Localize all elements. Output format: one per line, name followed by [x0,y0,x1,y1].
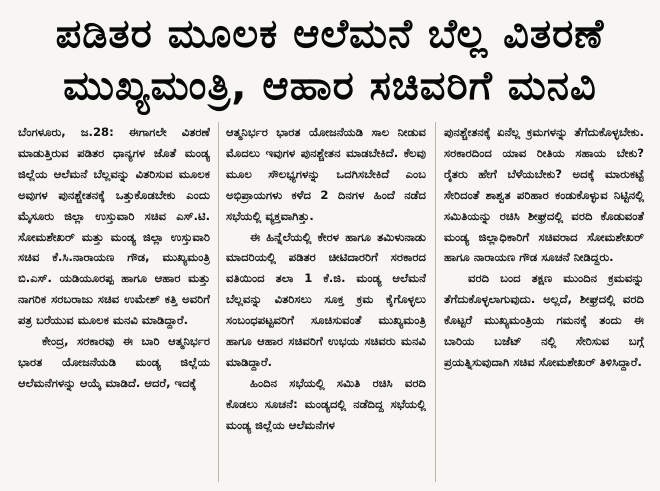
headline [0,0,660,114]
column-divider [435,122,436,482]
article-column-1 [18,122,210,486]
paragraph: ಬೆಂಗಳೂರು, ಜ.28: ಈಗಾಗಲೇ ವಿತರಣೆ ಮಾಡುತ್ತಿರುವ ಪಡಿತರ ಧಾನ್ಯಗಳ ಜೊತೆ ಮಂಡ್ಯ ಜಿಲ್ಲೆಯ ಆಲೆಮನೆ ಬೆಲ್ಲವನ್ನು ವಿತರಿಸುವ ಮೂಲಕ ಅವುಗಳ ಪುನಶ್ಚೇತನಕ್ಕೆ ಒತ್ತುಕೊಡಬೇಕು ಎಂದು ಮೈಸೂರು ಜಿಲ್ಲಾ ಉಸ್ತುವಾರಿ ಸಚಿವ ಎಸ್.ಟಿ. ಸೋಮಶೇಖರ್ ಮತ್ತು ಮಂಡ್ಯ ಜಿಲ್ಲಾ ಉಸ್ತುವಾರಿ ಸಚಿವ ಕೆ.ಸಿ.ನಾರಾಯಣ ಗೌಡ, ಮುಖ್ಯಮಂತ್ರಿ ಬಿ.ಎಸ್. ಯಡಿಯೂರಪ್ಪ ಹಾಗೂ ಆಹಾರ ಮತ್ತು ನಾಗರಿಕ ಸರಬರಾಜು ಸಚಿವ ಉಮೇಶ್ ಕತ್ತಿ ಅವರಿಗೆ ಪತ್ರ ಬರೆಯುವ ಮೂಲಕ ಮನವಿ ಮಾಡಿದ್ದಾರೆ. [18,125,210,328]
paragraph: ಆತ್ಮನಿರ್ಭರ ಭಾರತ ಯೋಜನೆಯಡಿ ಸಾಲ ನೀಡುವ ಮೊದಲು ಇವುಗಳ ಪುನಶ್ಚೇತನ ಮಾಡಬೇಕಿದೆ. ಕೆಲವು ಮೂಲ ಸೌಲಭ್ಯಗಳನ್ನು ಒದಗಿಸಬೇಕಿದೆ ಎಂಬ ಅಭಿಪ್ರಾಯಗಳು ಕಳೆದ 2 ದಿನಗಳ ಹಿಂದೆ ನಡೆದ ಸಭೆಯಲ್ಲಿ ವ್ಯಕ್ತವಾಗಿತ್ತು. [226,125,426,223]
headline-line-1: ಪಡಿತರ ಮೂಲಕ ಆಲೆಮನೆ ಬೆಲ್ಲ ವಿತರಣೆ [55,11,605,57]
column-divider [218,122,219,482]
paragraph: ಕೇಂದ್ರ, ಸರಕಾರವು ಈ ಬಾರಿ ಆತ್ಮನಿರ್ಭರ ಭಾರತ ಯೋಜನೆಯಡಿ ಮಂಡ್ಯ ಜಿಲ್ಲೆಯ ಆಲೆಮನೆಗಳನ್ನು ಆಯ್ಕೆ ಮಾಡಿದೆ. ಆದರೆ, ಇದಕ್ಕೆ [18,334,210,390]
paragraph: ಈ ಹಿನ್ನೆಲೆಯಲ್ಲಿ ಕೇರಳ ಹಾಗೂ ತಮಿಳುನಾಡು ಮಾದರಿಯಲ್ಲಿ ಪಡಿತರ ಚೀಟಿದಾರರಿಗೆ ಸರಕಾರದ ವತಿಯಿಂದ ತಲಾ 1 ಕೆ.ಜಿ. ಮಂಡ್ಯ ಆಲೆಮನೆ ಬೆಲ್ಲವನ್ನು ವಿತರಿಸಲು ಸೂಕ್ತ ಕ್ರಮ ಕೈಗೊಳ್ಳಲು ಸಂಬಂಧಪಟ್ಟವರಿಗೆ ಸೂಚಿಸುವಂತೆ ಮುಖ್ಯಮಂತ್ರಿ ಹಾಗೂ ಆಹಾರ ಸಚಿವರಿಗೆ ಉಭಯ ಸಚಿವರು ಮನವಿ ಮಾಡಿದ್ದಾರೆ. [226,229,426,369]
paragraph: ಪುನಶ್ಚೇತನಕ್ಕೆ ಏನೆಲ್ಲ ಕ್ರಮಗಳನ್ನು ತೆಗೆದುಕೊಳ್ಳಬೇಕು. ಸರಕಾರದಿಂದ ಯಾವ ರೀತಿಯ ಸಹಾಯ ಬೇಕು? ರೈತರು ಹೇಗೆ ಬೆಳೆಯಬೇಕು? ಅದಕ್ಕೆ ಮಾರುಕಟ್ಟೆ ಸೇರಿದಂತೆ ಶಾಶ್ವತ ಪರಿಹಾರ ಕಂಡುಕೊಳ್ಳುವ ನಿಟ್ಟಿನಲ್ಲಿ ಸಮಿತಿಯನ್ನು ರಚಿಸಿ ಶೀಘ್ರದಲ್ಲಿ ವರದಿ ಕೊಡುವಂತೆ ಮಂಡ್ಯ ಜಿಲ್ಲಾಧಿಕಾರಿಗೆ ಸಚಿವರಾದ ಸೋಮಶೇಖರ್ ಹಾಗೂ ನಾರಾಯಣ ಗೌಡ ಸೂಚನೆ ನೀಡಿದ್ದರು. [444,125,644,265]
article-column-3 [444,122,644,486]
headline-line-2: ಮುಖ್ಯಮಂತ್ರಿ, ಆಹಾರ ಸಚಿವರಿಗೆ ಮನವಿ [63,63,597,109]
subheading-paragraph: ಹಿಂದಿನ ಸಭೆಯಲ್ಲಿ ಸಮಿತಿ ರಚಿಸಿ ವರದಿ ಕೊಡಲು ಸೂಚನೆ: ಮಂಡ್ಯದಲ್ಲಿ ನಡೆದಿದ್ದ ಸಭೆಯಲ್ಲಿ ಮಂಡ್ಯ ಜಿಲ್ಲೆಯ ಆಲೆಮನೆಗಳ [226,375,426,432]
paragraph: ವರದಿ ಬಂದ ತಕ್ಷಣ ಮುಂದಿನ ಕ್ರಮವನ್ನು ತೆಗೆದುಕೊಳ್ಳಲಾಗುವುದು. ಅಲ್ಲದೆ, ಶೀಘ್ರದಲ್ಲಿ ವರದಿ ಕೊಟ್ಟರೆ ಮುಖ್ಯಮಂತ್ರಿಯ ಗಮನಕ್ಕೆ ತಂದು ಈ ಬಾರಿಯ ಬಜೆಟ್ ನಲ್ಲಿ ಸೇರಿಸುವ ಬಗ್ಗೆ ಪ್ರಯತ್ನಿಸುವುದಾಗಿ ಸಚಿವ ಸೋಮಶೇಖರ್ ತಿಳಿಸಿದ್ದಾರೆ. [444,271,644,369]
article-column-2 [226,122,426,486]
